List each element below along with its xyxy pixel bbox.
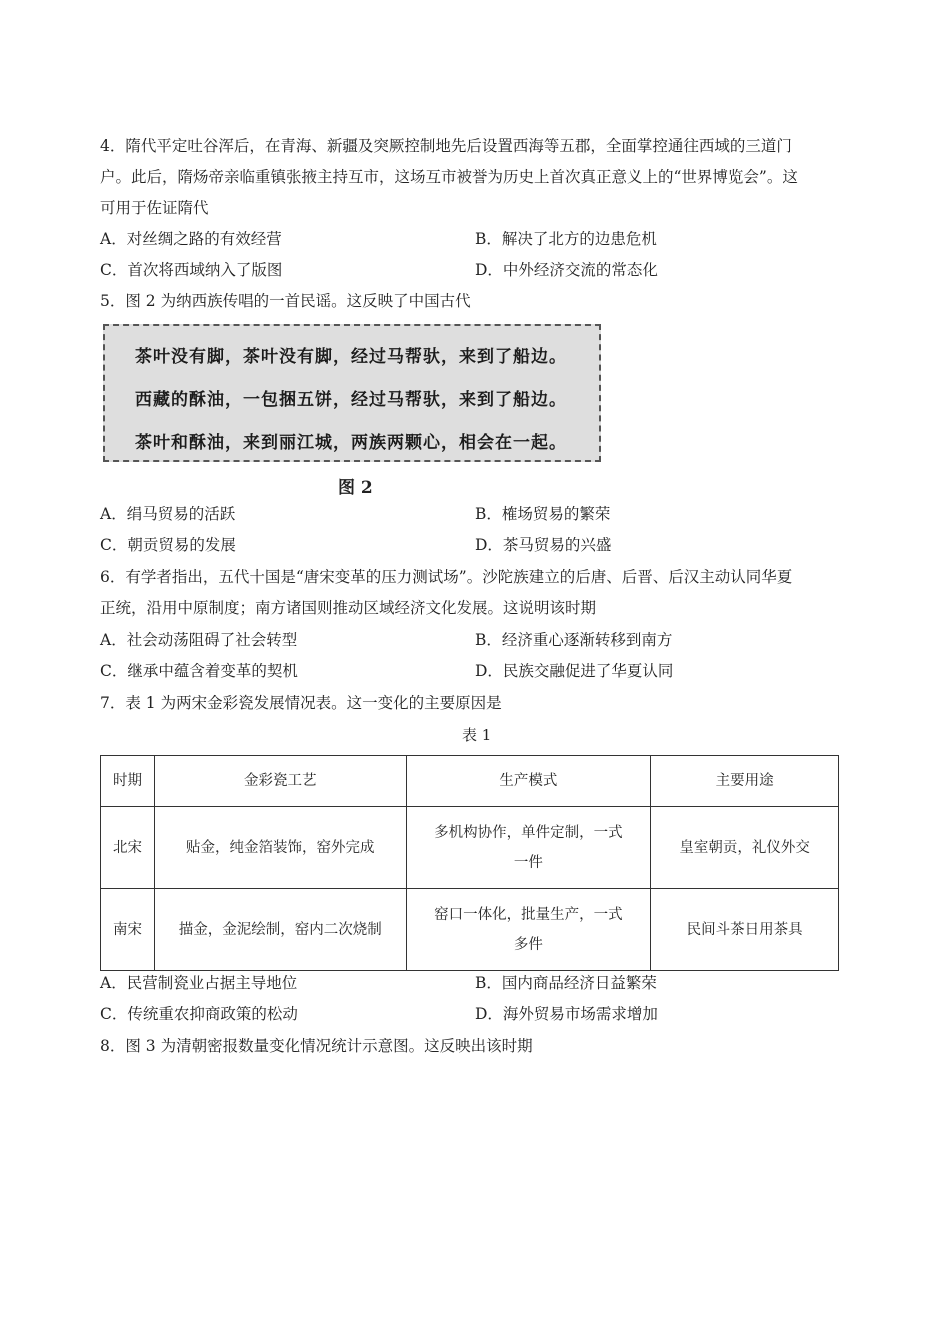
q6-option-c[interactable]: C．继承中蕴含着变革的契机 [100,662,298,680]
table-header-use: 主要用途 [651,756,839,807]
table-1-caption: 表 1 [462,726,492,744]
figure-2-ballad-box [103,324,601,462]
q4-options-row-1 [100,229,860,249]
q6-option-d[interactable]: D．民族交融促进了华夏认同 [475,662,674,680]
q5-options-row-2 [100,535,860,555]
q4-option-a[interactable]: A．对丝绸之路的有效经营 [100,230,282,248]
q6-options-row-2 [100,661,860,681]
q4-stem-line-2: 户。此后，隋炀帝亲临重镇张掖主持互市，这场互市被誉为历史上首次真正意义上的“世界博览会”。这 [100,168,798,186]
table-cell-craft: 贴金，纯金箔装饰，窑外完成 [154,807,406,889]
table-cell-mode-line-2: 多件 [513,936,543,953]
q5-option-b[interactable]: B．榷场贸易的繁荣 [475,505,611,523]
q5-stem: 5．图 2 为纳西族传唱的一首民谣。这反映了中国古代 [100,292,471,310]
table-header-mode: 生产模式 [406,756,651,807]
table-1 [100,755,839,971]
q7-options-row-2 [100,1004,860,1024]
q4-stem-line-3: 可用于佐证隋代 [100,199,209,217]
q6-options-row-1 [100,630,860,650]
ballad-line-2: 西藏的酥油，一包捆五饼，经过马帮驮，来到了船边。 [135,390,567,410]
q6-option-a[interactable]: A．社会动荡阻碍了社会转型 [100,631,298,649]
table-cell-use: 皇室朝贡，礼仪外交 [651,807,839,889]
table-cell-period: 北宋 [101,807,155,889]
q7-option-c[interactable]: C．传统重农抑商政策的松动 [100,1005,298,1023]
q5-option-a[interactable]: A．绢马贸易的活跃 [100,505,236,523]
table-cell-mode [406,889,651,971]
q6-stem-line-1: 6．有学者指出，五代十国是“唐宋变革的压力测试场”。沙陀族建立的后唐、后晋、后汉主动认同华夏 [100,568,793,586]
q5-options-row-1 [100,504,860,524]
q4-option-b[interactable]: B．解决了北方的边患危机 [475,230,657,248]
q5-option-d[interactable]: D．茶马贸易的兴盛 [475,536,612,554]
table-cell-craft: 描金，金泥绘制，窑内二次烧制 [154,889,406,971]
q4-option-c[interactable]: C．首次将西域纳入了版图 [100,261,283,279]
ballad-line-3: 茶叶和酥油，来到丽江城，两族两颗心，相会在一起。 [135,433,567,453]
q6-option-b[interactable]: B．经济重心逐渐转移到南方 [475,631,673,649]
q4-stem-line-1: 4．隋代平定吐谷浑后，在青海、新疆及突厥控制地先后设置西海等五郡，全面掌控通往西域的三道门 [100,137,792,155]
q7-option-b[interactable]: B．国内商品经济日益繁荣 [475,974,657,992]
table-header-row [101,756,839,807]
figure-2-caption: 图 2 [338,478,373,498]
q7-options-row-1 [100,973,860,993]
table-header-period: 时期 [101,756,155,807]
q7-stem: 7．表 1 为两宋金彩瓷发展情况表。这一变化的主要原因是 [100,694,502,712]
table-row [101,807,839,889]
ballad-line-1: 茶叶没有脚，茶叶没有脚，经过马帮驮，来到了船边。 [135,347,567,367]
table-cell-mode-line-2: 一件 [513,854,543,871]
table-header-craft: 金彩瓷工艺 [154,756,406,807]
q4-option-d[interactable]: D．中外经济交流的常态化 [475,261,658,279]
table-cell-mode-line-1: 多机构协作，单件定制，一式 [434,824,623,841]
table-cell-mode-line-1: 窑口一体化，批量生产，一式 [434,906,623,923]
q7-option-d[interactable]: D．海外贸易市场需求增加 [475,1005,658,1023]
q6-stem-line-2: 正统，沿用中原制度；南方诸国则推动区域经济文化发展。这说明该时期 [100,599,597,617]
q5-option-c[interactable]: C．朝贡贸易的发展 [100,536,236,554]
q7-option-a[interactable]: A．民营制瓷业占据主导地位 [100,974,298,992]
table-cell-mode [406,807,651,889]
q4-options-row-2 [100,260,860,280]
q8-stem: 8．图 3 为清朝密报数量变化情况统计示意图。这反映出该时期 [100,1037,533,1055]
table-row [101,889,839,971]
table-cell-period: 南宋 [101,889,155,971]
table-cell-use: 民间斗茶日用茶具 [651,889,839,971]
